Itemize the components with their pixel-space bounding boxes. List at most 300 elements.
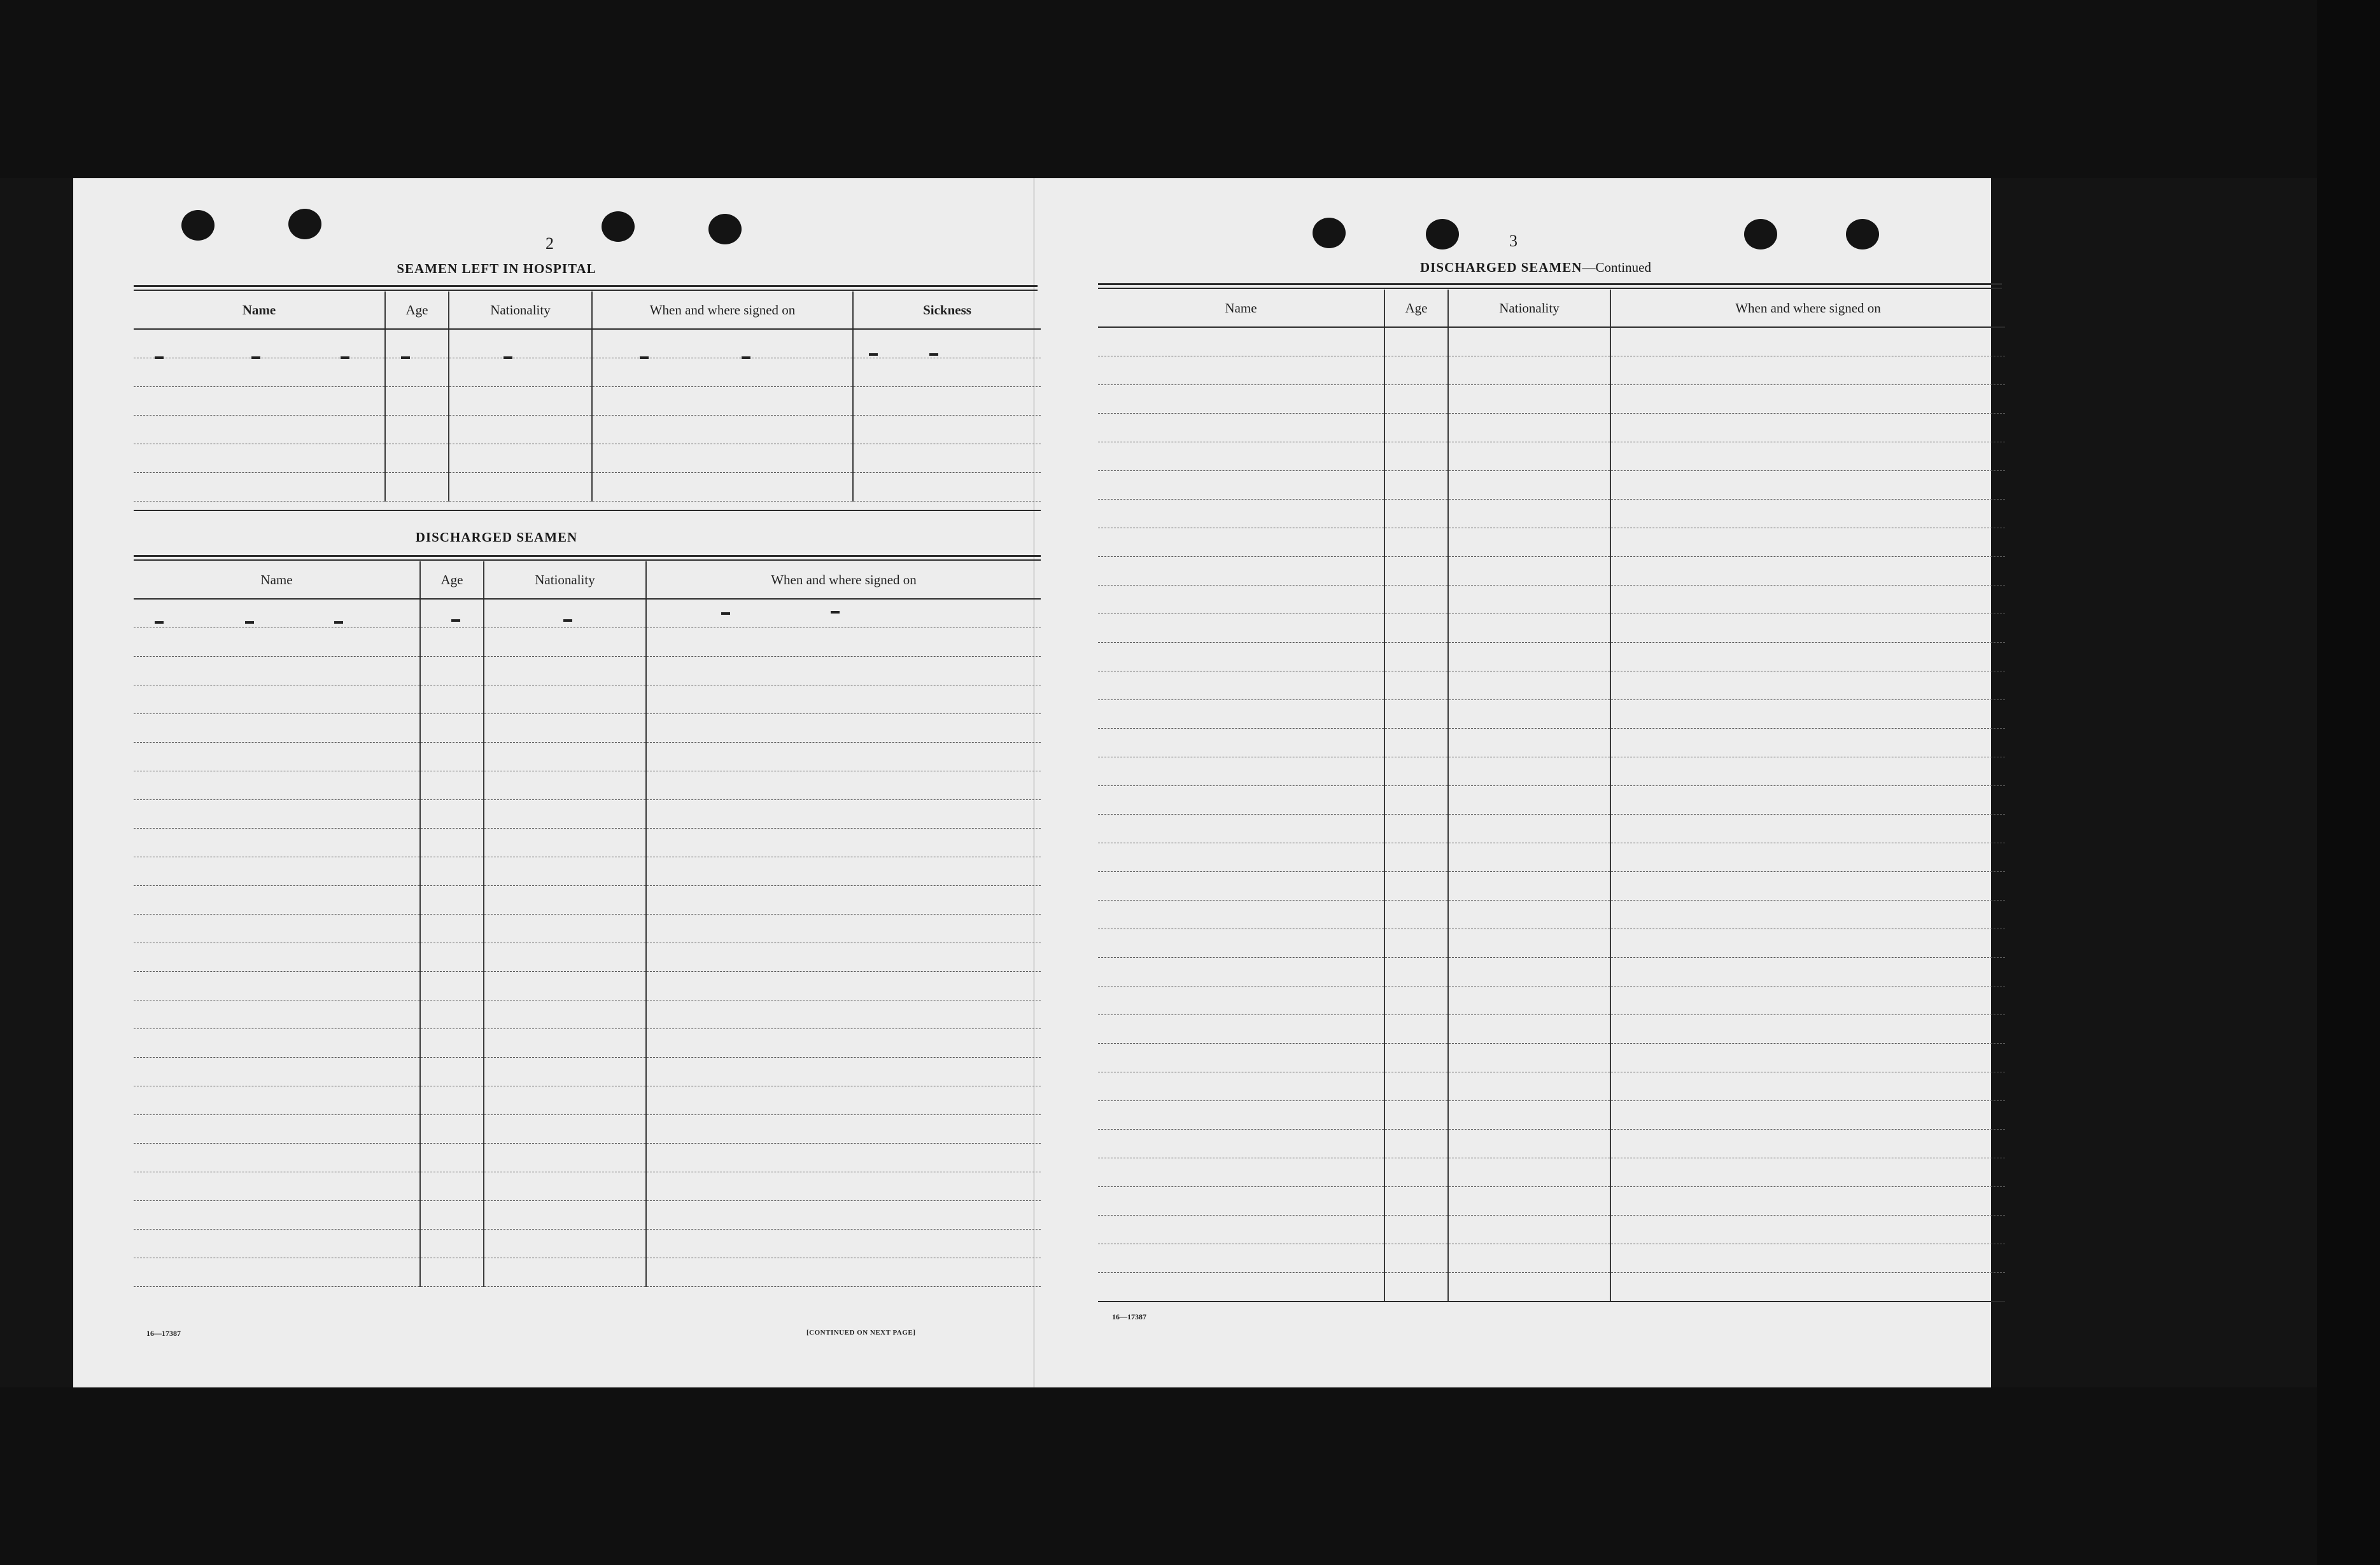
- table-cell[interactable]: [1448, 470, 1610, 499]
- table-cell[interactable]: [1384, 384, 1448, 413]
- table-cell[interactable]: [134, 1114, 420, 1143]
- table-cell[interactable]: [1610, 442, 2005, 470]
- table-cell[interactable]: [420, 1114, 484, 1143]
- table-cell[interactable]: [420, 971, 484, 1000]
- table-cell[interactable]: [1098, 1186, 1384, 1215]
- table-cell[interactable]: [1448, 699, 1610, 728]
- table-cell[interactable]: [646, 799, 1041, 828]
- table-cell[interactable]: [1448, 442, 1610, 470]
- dash-mark: [721, 612, 730, 615]
- table-cell[interactable]: [449, 444, 592, 472]
- table-cell[interactable]: [1610, 785, 2005, 814]
- table-cell[interactable]: [1384, 671, 1448, 699]
- table-cell[interactable]: [134, 685, 420, 713]
- dash-mark: [742, 356, 750, 359]
- table-cell[interactable]: [1098, 585, 1384, 614]
- table-cell[interactable]: [385, 329, 449, 358]
- table-cell[interactable]: [134, 1200, 420, 1229]
- table-cell[interactable]: [646, 1057, 1041, 1086]
- punch-hole: [1846, 219, 1879, 249]
- table-cell[interactable]: [1448, 785, 1610, 814]
- table-cell[interactable]: [134, 472, 385, 501]
- dash-mark: [869, 353, 878, 356]
- table-cell[interactable]: [646, 943, 1041, 971]
- table-cell[interactable]: [1098, 1215, 1384, 1244]
- table-cell[interactable]: [449, 358, 592, 386]
- table-cell[interactable]: [646, 971, 1041, 1000]
- table-cell[interactable]: [420, 885, 484, 914]
- table-row: [1098, 470, 2005, 499]
- table-cell[interactable]: [646, 599, 1041, 628]
- table-cell[interactable]: [1384, 957, 1448, 986]
- table-cell[interactable]: [1384, 528, 1448, 556]
- table-cell[interactable]: [1384, 1129, 1448, 1158]
- table-cell[interactable]: [1098, 442, 1384, 470]
- table-cell[interactable]: [385, 358, 449, 386]
- continued-note: [CONTINUED ON NEXT PAGE]: [806, 1329, 916, 1337]
- table-cell[interactable]: [1610, 1158, 2005, 1186]
- table-cell[interactable]: [646, 1028, 1041, 1057]
- table-cell[interactable]: [646, 828, 1041, 857]
- table-cell[interactable]: [1098, 1129, 1384, 1158]
- table-cell[interactable]: [420, 1200, 484, 1229]
- table-cell[interactable]: [1098, 871, 1384, 900]
- table-cell[interactable]: [134, 656, 420, 685]
- table-cell[interactable]: [449, 415, 592, 444]
- background-bottom: [0, 1387, 2380, 1565]
- table-cell[interactable]: [1098, 1014, 1384, 1043]
- table-cell[interactable]: [420, 1172, 484, 1200]
- table-cell[interactable]: [134, 828, 420, 857]
- table-cell[interactable]: [484, 771, 646, 799]
- table-cell[interactable]: [1098, 957, 1384, 986]
- table-cell[interactable]: [1384, 499, 1448, 528]
- table-cell[interactable]: [1448, 671, 1610, 699]
- table-cell[interactable]: [1610, 356, 2005, 384]
- form-code-left: 16—17387: [146, 1329, 181, 1338]
- table-cell[interactable]: [646, 1000, 1041, 1028]
- table-cell[interactable]: [420, 914, 484, 943]
- table-cell[interactable]: [646, 656, 1041, 685]
- col-signed-on: When and where signed on: [592, 291, 853, 329]
- table-cell[interactable]: [1448, 843, 1610, 871]
- table-cell[interactable]: [420, 771, 484, 799]
- table-cell[interactable]: [1384, 929, 1448, 957]
- table-cell[interactable]: [646, 1086, 1041, 1114]
- table-cell[interactable]: [1610, 642, 2005, 671]
- table-cell[interactable]: [1448, 528, 1610, 556]
- punch-hole: [1313, 218, 1346, 248]
- table-cell[interactable]: [1098, 556, 1384, 585]
- table-cell[interactable]: [1610, 1215, 2005, 1244]
- table-cell[interactable]: [1384, 585, 1448, 614]
- table-cell[interactable]: [1610, 499, 2005, 528]
- table-cell[interactable]: [853, 329, 1041, 358]
- table-cell[interactable]: [1448, 585, 1610, 614]
- table-row: [134, 656, 1041, 685]
- table-cell[interactable]: [646, 713, 1041, 742]
- table-cell[interactable]: [1384, 556, 1448, 585]
- table-cell[interactable]: [1098, 699, 1384, 728]
- table-cell[interactable]: [134, 1258, 420, 1286]
- table-cell[interactable]: [134, 971, 420, 1000]
- table-cell[interactable]: [646, 914, 1041, 943]
- table-cell[interactable]: [592, 472, 853, 501]
- table-cell[interactable]: [420, 628, 484, 656]
- dash-mark: [341, 356, 349, 359]
- table-cell[interactable]: [1610, 814, 2005, 843]
- table-cell[interactable]: [134, 1028, 420, 1057]
- table-cell[interactable]: [1384, 699, 1448, 728]
- table-cell[interactable]: [1448, 642, 1610, 671]
- table-cell[interactable]: [1098, 843, 1384, 871]
- table-cell[interactable]: [134, 742, 420, 771]
- table-cell[interactable]: [420, 1000, 484, 1028]
- table-cell[interactable]: [484, 685, 646, 713]
- table-cell[interactable]: [1448, 356, 1610, 384]
- table-cell[interactable]: [484, 1028, 646, 1057]
- table-cell[interactable]: [1610, 957, 2005, 986]
- table-cell[interactable]: [484, 599, 646, 628]
- discharged-table-right: [1098, 290, 2005, 1302]
- table-cell[interactable]: [592, 329, 853, 358]
- hospital-section-title: SEAMEN LEFT IN HOSPITAL: [397, 261, 596, 276]
- table-cell[interactable]: [1448, 814, 1610, 843]
- table-row: [1098, 614, 2005, 642]
- table-cell[interactable]: [1448, 413, 1610, 442]
- table-cell[interactable]: [646, 1229, 1041, 1258]
- table-cell[interactable]: [1384, 1186, 1448, 1215]
- table-cell[interactable]: [1384, 785, 1448, 814]
- table-cell[interactable]: [134, 1000, 420, 1028]
- right-section-title-suffix: —Continued: [1582, 260, 1651, 275]
- dash-mark: [401, 356, 410, 359]
- table-cell[interactable]: [1448, 957, 1610, 986]
- table-cell[interactable]: [420, 1086, 484, 1114]
- table-cell[interactable]: [420, 828, 484, 857]
- table-cell[interactable]: [1448, 384, 1610, 413]
- table-cell[interactable]: [1610, 614, 2005, 642]
- table-cell[interactable]: [1610, 1100, 2005, 1129]
- table-cell[interactable]: [420, 1028, 484, 1057]
- table-cell[interactable]: [1098, 1158, 1384, 1186]
- table-cell[interactable]: [1098, 1072, 1384, 1100]
- table-cell[interactable]: [1448, 1043, 1610, 1072]
- table-cell[interactable]: [484, 1000, 646, 1028]
- table-cell[interactable]: [484, 656, 646, 685]
- table-cell[interactable]: [420, 1258, 484, 1286]
- table-cell[interactable]: [385, 415, 449, 444]
- table-cell[interactable]: [484, 885, 646, 914]
- table-cell[interactable]: [1098, 785, 1384, 814]
- table-row: [134, 943, 1041, 971]
- table-row: [1098, 1072, 2005, 1100]
- table-cell[interactable]: [1384, 871, 1448, 900]
- table-cell[interactable]: [853, 415, 1041, 444]
- table-cell[interactable]: [420, 1229, 484, 1258]
- table-cell[interactable]: [1610, 528, 2005, 556]
- table-cell[interactable]: [484, 1086, 646, 1114]
- table-cell[interactable]: [1610, 1014, 2005, 1043]
- table-cell[interactable]: [1384, 442, 1448, 470]
- table-cell[interactable]: [484, 799, 646, 828]
- table-cell[interactable]: [1610, 327, 2005, 356]
- table-row: [1098, 814, 2005, 843]
- table-cell[interactable]: [1448, 728, 1610, 757]
- discharged-top-rule-2: [134, 559, 1041, 561]
- table-cell[interactable]: [484, 1057, 646, 1086]
- table-cell[interactable]: [1448, 871, 1610, 900]
- right-top-rule-2: [1098, 288, 2002, 289]
- table-row: [1098, 671, 2005, 699]
- table-cell[interactable]: [646, 628, 1041, 656]
- table-row: [1098, 1272, 2005, 1301]
- hospital-top-rule: [134, 285, 1038, 287]
- table-cell[interactable]: [484, 1229, 646, 1258]
- table-cell[interactable]: [484, 713, 646, 742]
- table-row: [134, 885, 1041, 914]
- table-row: [1098, 986, 2005, 1014]
- table-cell[interactable]: [1384, 1100, 1448, 1129]
- table-cell[interactable]: [853, 386, 1041, 415]
- table-cell[interactable]: [1610, 1244, 2005, 1272]
- table-cell[interactable]: [484, 971, 646, 1000]
- table-cell[interactable]: [134, 358, 385, 386]
- table-cell[interactable]: [646, 771, 1041, 799]
- table-cell[interactable]: [134, 857, 420, 885]
- table-cell[interactable]: [420, 1143, 484, 1172]
- table-cell[interactable]: [1384, 728, 1448, 757]
- table-cell[interactable]: [1098, 499, 1384, 528]
- table-cell[interactable]: [134, 1172, 420, 1200]
- table-cell[interactable]: [134, 799, 420, 828]
- table-cell[interactable]: [1098, 986, 1384, 1014]
- table-row: [134, 1172, 1041, 1200]
- table-cell[interactable]: [1098, 671, 1384, 699]
- table-row: [134, 713, 1041, 742]
- table-cell[interactable]: [1098, 384, 1384, 413]
- table-cell[interactable]: [1384, 900, 1448, 929]
- table-cell[interactable]: [1610, 1272, 2005, 1301]
- table-cell[interactable]: [1448, 1072, 1610, 1100]
- table-cell[interactable]: [385, 472, 449, 501]
- table-cell[interactable]: [1384, 814, 1448, 843]
- table-cell[interactable]: [1610, 929, 2005, 957]
- table-cell[interactable]: [1384, 614, 1448, 642]
- table-cell[interactable]: [646, 685, 1041, 713]
- table-row: [134, 1200, 1041, 1229]
- table-cell[interactable]: [385, 386, 449, 415]
- table-cell[interactable]: [484, 628, 646, 656]
- table-cell[interactable]: [1610, 843, 2005, 871]
- table-cell[interactable]: [134, 444, 385, 472]
- table-cell[interactable]: [484, 742, 646, 771]
- table-cell[interactable]: [134, 1057, 420, 1086]
- table-cell[interactable]: [1384, 327, 1448, 356]
- table-cell[interactable]: [1610, 1072, 2005, 1100]
- table-cell[interactable]: [1448, 986, 1610, 1014]
- table-cell[interactable]: [420, 742, 484, 771]
- table-cell[interactable]: [420, 713, 484, 742]
- table-cell[interactable]: [646, 1172, 1041, 1200]
- table-cell[interactable]: [853, 444, 1041, 472]
- table-cell[interactable]: [1610, 871, 2005, 900]
- table-cell[interactable]: [484, 914, 646, 943]
- table-cell[interactable]: [484, 828, 646, 857]
- table-cell[interactable]: [1610, 1186, 2005, 1215]
- table-cell[interactable]: [1098, 900, 1384, 929]
- table-cell[interactable]: [484, 1114, 646, 1143]
- table-cell[interactable]: [134, 914, 420, 943]
- table-cell[interactable]: [484, 943, 646, 971]
- table-cell[interactable]: [1384, 470, 1448, 499]
- table-cell[interactable]: [1384, 1158, 1448, 1186]
- table-cell[interactable]: [385, 444, 449, 472]
- table-cell[interactable]: [1384, 1014, 1448, 1043]
- table-cell[interactable]: [134, 885, 420, 914]
- table-cell[interactable]: [1384, 843, 1448, 871]
- table-cell[interactable]: [1098, 528, 1384, 556]
- table-cell[interactable]: [1610, 1043, 2005, 1072]
- table-cell[interactable]: [484, 857, 646, 885]
- table-cell[interactable]: [853, 472, 1041, 501]
- table-cell[interactable]: [134, 415, 385, 444]
- table-cell[interactable]: [646, 885, 1041, 914]
- table-cell[interactable]: [1610, 757, 2005, 785]
- table-cell[interactable]: [484, 1258, 646, 1286]
- table-cell[interactable]: [1610, 699, 2005, 728]
- table-cell[interactable]: [1098, 757, 1384, 785]
- table-cell[interactable]: [646, 1114, 1041, 1143]
- table-cell[interactable]: [1610, 728, 2005, 757]
- table-cell[interactable]: [1448, 1215, 1610, 1244]
- table-cell[interactable]: [420, 943, 484, 971]
- table-cell[interactable]: [1098, 728, 1384, 757]
- table-cell[interactable]: [1610, 671, 2005, 699]
- table-cell[interactable]: [134, 943, 420, 971]
- table-cell[interactable]: [1448, 1014, 1610, 1043]
- table-cell[interactable]: [420, 857, 484, 885]
- table-cell[interactable]: [1610, 470, 2005, 499]
- table-cell[interactable]: [449, 472, 592, 501]
- table-cell[interactable]: [853, 358, 1041, 386]
- table-cell[interactable]: [484, 1143, 646, 1172]
- table-cell[interactable]: [1448, 900, 1610, 929]
- table-cell[interactable]: [1098, 327, 1384, 356]
- table-cell[interactable]: [1098, 470, 1384, 499]
- table-row: [134, 358, 1041, 386]
- table-cell[interactable]: [1448, 929, 1610, 957]
- table-cell[interactable]: [1384, 1244, 1448, 1272]
- table-cell[interactable]: [1384, 1043, 1448, 1072]
- table-cell[interactable]: [1098, 814, 1384, 843]
- table-cell[interactable]: [1384, 413, 1448, 442]
- table-cell[interactable]: [420, 656, 484, 685]
- table-cell[interactable]: [1448, 1186, 1610, 1215]
- table-cell[interactable]: [134, 713, 420, 742]
- table-cell[interactable]: [1448, 327, 1610, 356]
- table-cell[interactable]: [1448, 757, 1610, 785]
- table-cell[interactable]: [420, 799, 484, 828]
- table-cell[interactable]: [1098, 356, 1384, 384]
- table-cell[interactable]: [1098, 1272, 1384, 1301]
- table-cell[interactable]: [134, 1229, 420, 1258]
- table-cell[interactable]: [420, 1057, 484, 1086]
- table-cell[interactable]: [1610, 585, 2005, 614]
- table-cell[interactable]: [134, 1143, 420, 1172]
- table-cell[interactable]: [1448, 1244, 1610, 1272]
- table-cell[interactable]: [1384, 356, 1448, 384]
- table-row: [1098, 843, 2005, 871]
- col-nationality: Nationality: [1448, 290, 1610, 327]
- table-cell[interactable]: [1448, 499, 1610, 528]
- table-cell[interactable]: [134, 1086, 420, 1114]
- table-cell[interactable]: [646, 742, 1041, 771]
- table-cell[interactable]: [1448, 1129, 1610, 1158]
- table-cell[interactable]: [1098, 1043, 1384, 1072]
- dash-mark: [831, 611, 840, 614]
- table-cell[interactable]: [1610, 900, 2005, 929]
- table-cell[interactable]: [592, 415, 853, 444]
- table-cell[interactable]: [1610, 986, 2005, 1014]
- table-cell[interactable]: [1448, 556, 1610, 585]
- table-cell[interactable]: [1610, 556, 2005, 585]
- table-cell[interactable]: [1098, 413, 1384, 442]
- table-row: [134, 742, 1041, 771]
- table-cell[interactable]: [592, 444, 853, 472]
- table-cell[interactable]: [1098, 642, 1384, 671]
- table-cell[interactable]: [484, 1172, 646, 1200]
- table-cell[interactable]: [1098, 929, 1384, 957]
- table-cell[interactable]: [449, 329, 592, 358]
- table-cell[interactable]: [134, 628, 420, 656]
- table-cell[interactable]: [1610, 413, 2005, 442]
- table-cell[interactable]: [646, 1143, 1041, 1172]
- table-cell[interactable]: [1098, 1244, 1384, 1272]
- table-cell[interactable]: [134, 386, 385, 415]
- table-row: [1098, 528, 2005, 556]
- table-cell[interactable]: [1384, 1272, 1448, 1301]
- table-cell[interactable]: [1448, 1158, 1610, 1186]
- table-cell[interactable]: [134, 599, 420, 628]
- table-cell[interactable]: [1384, 1215, 1448, 1244]
- table-cell[interactable]: [1384, 757, 1448, 785]
- table-cell[interactable]: [592, 358, 853, 386]
- table-cell[interactable]: [449, 386, 592, 415]
- table-cell[interactable]: [134, 329, 385, 358]
- table-cell[interactable]: [646, 1200, 1041, 1229]
- table-cell[interactable]: [1098, 614, 1384, 642]
- table-row: [1098, 1014, 2005, 1043]
- table-cell[interactable]: [134, 771, 420, 799]
- table-cell[interactable]: [1610, 384, 2005, 413]
- table-cell[interactable]: [1098, 1100, 1384, 1129]
- table-cell[interactable]: [592, 386, 853, 415]
- table-cell[interactable]: [420, 599, 484, 628]
- table-cell[interactable]: [1448, 614, 1610, 642]
- table-row: [1098, 1100, 2005, 1129]
- table-cell[interactable]: [1610, 1129, 2005, 1158]
- table-cell[interactable]: [646, 857, 1041, 885]
- table-cell[interactable]: [1384, 642, 1448, 671]
- table-cell[interactable]: [1448, 1100, 1610, 1129]
- table-cell[interactable]: [1384, 1072, 1448, 1100]
- table-cell[interactable]: [420, 685, 484, 713]
- table-cell[interactable]: [1448, 1272, 1610, 1301]
- table-cell[interactable]: [646, 1258, 1041, 1286]
- table-cell[interactable]: [484, 1200, 646, 1229]
- table-cell[interactable]: [1384, 986, 1448, 1014]
